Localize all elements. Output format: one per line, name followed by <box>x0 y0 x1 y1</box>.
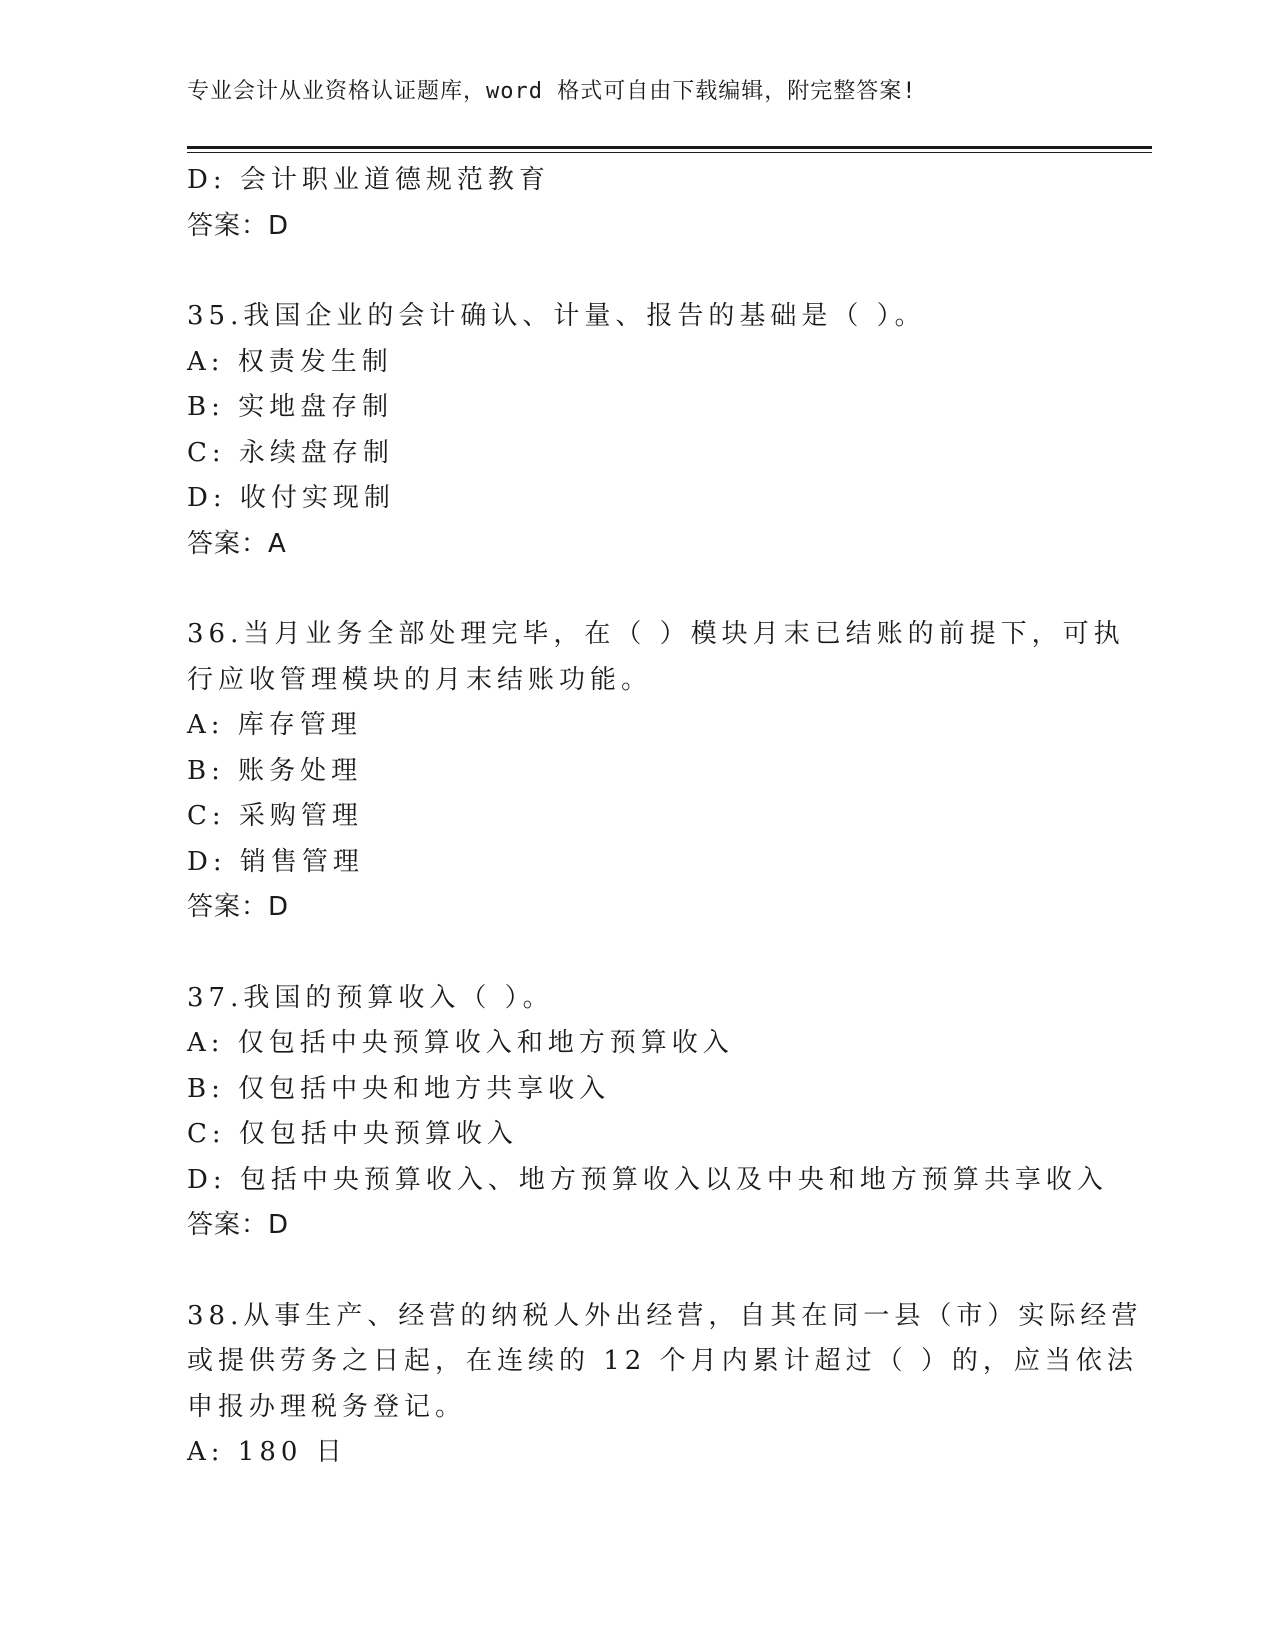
spacer <box>187 931 1087 976</box>
option-d: D: 会计职业道德规范教育 <box>187 165 550 195</box>
question-text: 35.我国企业的会计确认、计量、报告的基础是（ ）。 <box>187 301 926 331</box>
question-38 <box>187 1294 1143 1476</box>
option-a: A: 权责发生制 <box>187 346 393 377</box>
question-text: 行应收管理模块的月末结账功能。 <box>187 664 653 695</box>
option-a: A: 仅包括中央预算收入和地方预算收入 <box>187 1028 734 1058</box>
option-a: A: 180 日 <box>187 1437 347 1467</box>
spacer <box>187 567 1087 612</box>
question-text: 或提供劳务之日起，在连续的 12 个月内累计超过（ ）的，应当依法 <box>187 1346 1138 1376</box>
document-body <box>187 158 1143 1476</box>
page-header: 专业会计从业资格认证题库，word 格式可自由下载编辑，附完整答案! <box>187 79 917 104</box>
header-rule-thin <box>187 152 1152 153</box>
option-c: C: 采购管理 <box>187 801 363 831</box>
option-d: D: 包括中央预算收入、地方预算收入以及中央和地方预算共享收入 <box>187 1164 1108 1195</box>
answer-line: 答案：D <box>187 210 290 241</box>
question-text: 38.从事生产、经营的纳税人外出经营，自其在同一县（市）实际经营 <box>187 1300 1143 1331</box>
option-b: B: 实地盘存制 <box>187 392 394 422</box>
spacer <box>187 1249 1087 1294</box>
answer-line: 答案：A <box>187 528 287 559</box>
answer-line: 答案：D <box>187 892 290 922</box>
option-d: D: 销售管理 <box>187 846 364 877</box>
question-text: 申报办理税务登记。 <box>187 1391 467 1422</box>
question-text: 36.当月业务全部处理完毕，在（ ）模块月末已结账的前提下，可执 <box>187 619 1125 649</box>
question-35 <box>187 294 1087 567</box>
question-text: 37.我国的预算收入（ ）。 <box>187 982 554 1013</box>
question-36 <box>187 612 1125 931</box>
option-c: C: 仅包括中央预算收入 <box>187 1119 518 1149</box>
option-d: D: 收付实现制 <box>187 483 395 513</box>
option-c: C: 永续盘存制 <box>187 437 394 468</box>
option-b: B: 账务处理 <box>187 755 363 786</box>
question-37 <box>187 976 1108 1249</box>
spacer <box>187 249 1087 294</box>
option-b: B: 仅包括中央和地方共享收入 <box>187 1073 611 1104</box>
header-rule-thick <box>187 146 1152 149</box>
option-a: A: 库存管理 <box>187 710 362 740</box>
answer-line: 答案：D <box>187 1210 290 1240</box>
